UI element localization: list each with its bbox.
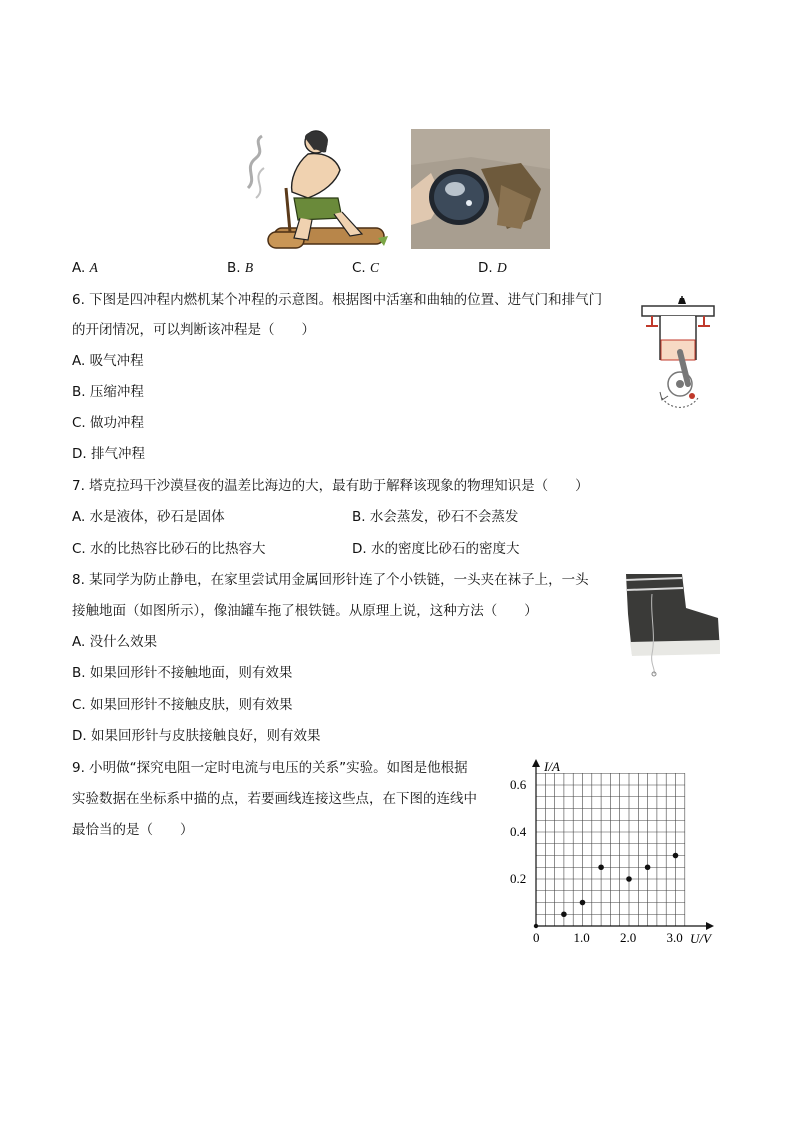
data-point <box>645 864 651 870</box>
option-letter: C <box>370 260 380 275</box>
y-axis-arrow-icon <box>532 759 540 767</box>
x-axis-arrow-icon <box>706 922 714 930</box>
q5-option-d[interactable] <box>478 259 507 277</box>
y-tick-label: 0.4 <box>510 824 527 839</box>
q8-option-a[interactable]: A. 没什么效果 <box>72 634 158 650</box>
y-tick-label: 0.6 <box>510 777 527 792</box>
origin-point <box>534 924 538 928</box>
x-tick-label: 0 <box>533 930 540 945</box>
data-point <box>626 876 632 882</box>
data-point <box>561 911 567 917</box>
q5-option-c[interactable] <box>352 259 379 277</box>
x-axis-label: U/V <box>690 931 711 946</box>
sunlight-focusing-bowl-photo <box>411 129 550 249</box>
y-axis-label: I/A <box>544 759 560 774</box>
engine-cylinder-diagram <box>640 294 718 412</box>
q6-stem-line2: 的开闭情况，可以判断该冲程是（ ） <box>72 322 315 338</box>
option-prefix: D. <box>478 260 497 276</box>
q6-option-d[interactable]: D. 排气冲程 <box>72 446 145 462</box>
q5-option-a[interactable] <box>72 259 98 277</box>
x-tick-label: 1.0 <box>573 930 590 945</box>
x-tick-label: 2.0 <box>620 930 637 945</box>
x-tick-label: 3.0 <box>666 930 683 945</box>
q9-stem-line2: 实验数据在坐标系中描的点，若要画线连接这些点，在下图的连线中 <box>72 791 477 807</box>
current-voltage-chart <box>500 755 730 950</box>
y-tick-label: 0.2 <box>510 871 527 886</box>
q7-option-a[interactable]: A. 水是液体，砂石是固体 <box>72 509 225 525</box>
option-prefix: A. <box>72 260 90 276</box>
q5-option-b[interactable] <box>227 259 253 277</box>
option-letter: B <box>244 260 254 275</box>
q8-option-c[interactable]: C. 如果回形针不接触皮肤，则有效果 <box>72 697 293 713</box>
q9-stem-line3: 最恰当的是（ ） <box>72 822 194 838</box>
q6-stem-line1: 6. 下图是四冲程内燃机某个冲程的示意图。根据图中活塞和曲轴的位置、进气门和排气门 <box>72 292 603 308</box>
option-prefix: B. <box>227 260 245 276</box>
q7-stem: 7. 塔克拉玛干沙漠昼夜的温差比海边的大，最有助于解释该现象的物理知识是（ ） <box>72 478 589 494</box>
q8-stem-line1: 8. 某同学为防止静电，在家里尝试用金属回形针连了个小铁链，一头夹在袜子上，一头 <box>72 572 589 588</box>
caveman-drilling-fire-illustration <box>238 128 390 250</box>
option-letter: A <box>89 260 98 275</box>
q8-option-b[interactable]: B. 如果回形针不接触地面，则有效果 <box>72 665 293 681</box>
q6-option-a[interactable]: A. 吸气冲程 <box>72 353 144 369</box>
data-point <box>673 853 679 859</box>
q6-option-c[interactable]: C. 做功冲程 <box>72 415 145 431</box>
sock-with-paperclip-chain-photo <box>622 574 722 678</box>
data-point <box>598 864 604 870</box>
chart-grid <box>536 773 685 926</box>
q9-stem-line1: 9. 小明做“探究电阻一定时电流与电压的关系”实验。如图是他根据 <box>72 760 468 776</box>
q8-stem-line2: 接触地面（如图所示），像油罐车拖了根铁链。从原理上说，这种方法（ ） <box>72 603 538 619</box>
q7-option-b[interactable]: B. 水会蒸发，砂石不会蒸发 <box>352 509 519 525</box>
q6-option-b[interactable]: B. 压缩冲程 <box>72 384 144 400</box>
q7-option-c[interactable]: C. 水的比热容比砂石的比热容大 <box>72 541 266 557</box>
q8-option-d[interactable]: D. 如果回形针与皮肤接触良好，则有效果 <box>72 728 321 744</box>
option-prefix: C. <box>352 260 371 276</box>
data-point <box>580 900 586 906</box>
q7-option-d[interactable]: D. 水的密度比砂石的密度大 <box>352 541 520 557</box>
option-letter: D <box>496 260 507 275</box>
